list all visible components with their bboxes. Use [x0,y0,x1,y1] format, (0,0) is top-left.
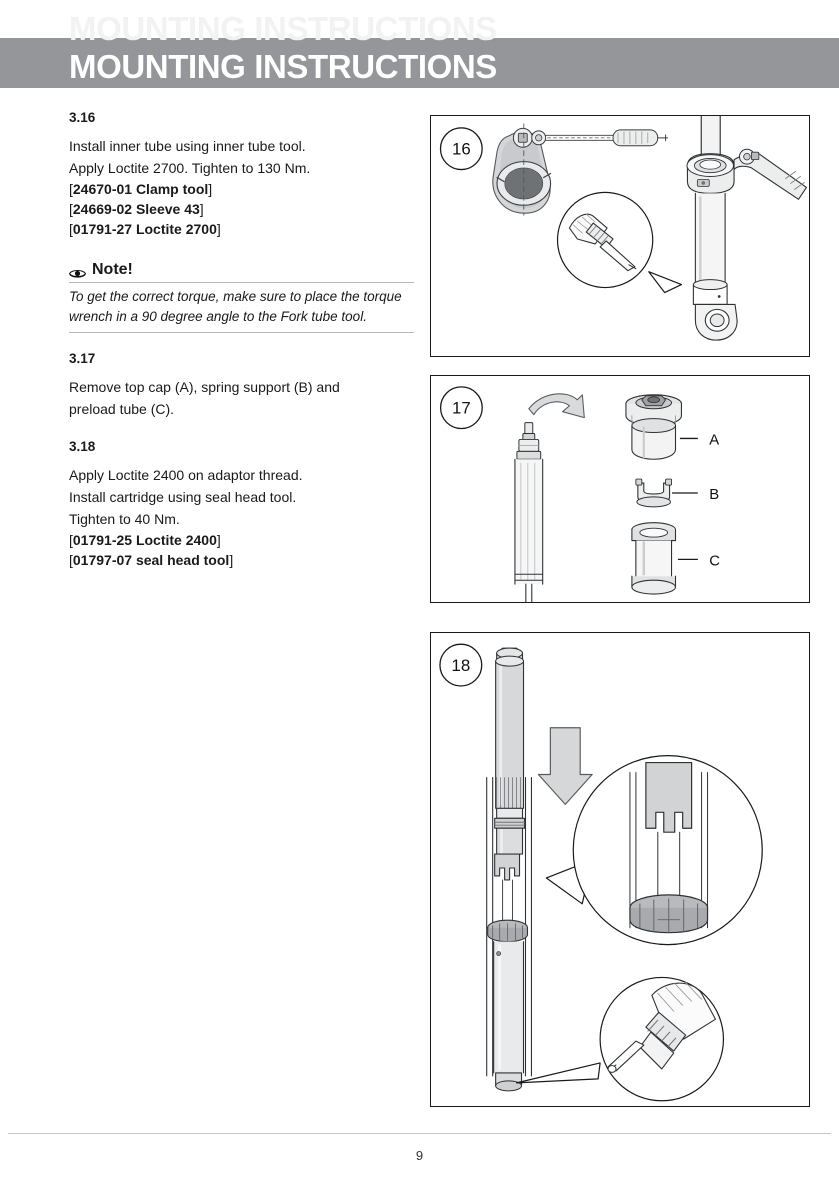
step-line: Install inner tube using inner tube tool. [69,138,306,154]
page-title-clipped-remnant: MOUNTING INSTRUCTIONS [69,10,497,47]
part-reference: [01791-25 Loctite 2400] [69,532,221,548]
part-reference: [01797-07 seal head tool] [69,552,234,568]
step-block-3-16 [69,110,414,239]
part-label-b: B [709,486,720,503]
loctite-bottle-callout [517,977,724,1100]
curved-arrow [529,394,585,418]
step-number: 3.18 [69,439,96,454]
part-a-top-cap [626,395,682,459]
part-reference: [24669-02 Sleeve 43] [69,201,204,217]
down-arrow [538,728,592,805]
step-line: Remove top cap (A), spring support (B) and [69,379,340,395]
part-reference: [24670-01 Clamp tool] [69,181,213,197]
note-block [69,261,414,333]
figure-panel-16 [430,115,810,357]
step-number: 3.17 [69,351,96,366]
eye-icon [69,266,86,277]
cartridge-rod [515,423,543,602]
figure-number: 17 [452,398,471,418]
figure-number: 18 [451,656,471,676]
part-label-c: C [709,553,720,570]
note-bottom-divider [69,332,414,333]
part-reference: [01791-27 Loctite 2700] [69,221,221,237]
note-heading-row [69,261,414,282]
figure-panel-18 [430,632,810,1107]
page-title: MOUNTING INSTRUCTIONS [69,48,497,85]
step-line: Install cartridge using seal head tool. [69,489,297,505]
part-b-spring-support [636,479,672,507]
step-line: preload tube (C). [69,401,175,417]
cartridge [488,648,528,1091]
step-block-3-17 [69,351,414,420]
page-number: 9 [415,1148,424,1163]
footer-divider [8,1133,831,1134]
part-leaders [673,438,698,559]
loctite-bottle-callout [558,192,682,292]
step-line: Tighten to 40 Nm. [69,511,180,527]
figure-panel-17 [430,375,810,603]
step-line: Apply Loctite 2700. Tighten to 130 Nm. [69,160,311,176]
step-block-3-18 [69,439,414,570]
step-number: 3.16 [69,110,96,125]
part-c-preload-tube [632,523,676,594]
part-label-a: A [709,432,720,449]
instruction-text-column [69,110,414,570]
torque-wrench [532,130,668,146]
fork-tube-assembly [687,116,807,340]
torque-wrench-right [734,149,806,199]
note-heading: Note! [92,261,133,278]
figure-number: 16 [451,139,471,159]
step-line: Apply Loctite 2400 on adaptor thread. [69,467,303,483]
note-body: To get the correct torque, make sure to place the torque wrench in a 90 degree angle to the Fork tube tool. [69,289,402,324]
